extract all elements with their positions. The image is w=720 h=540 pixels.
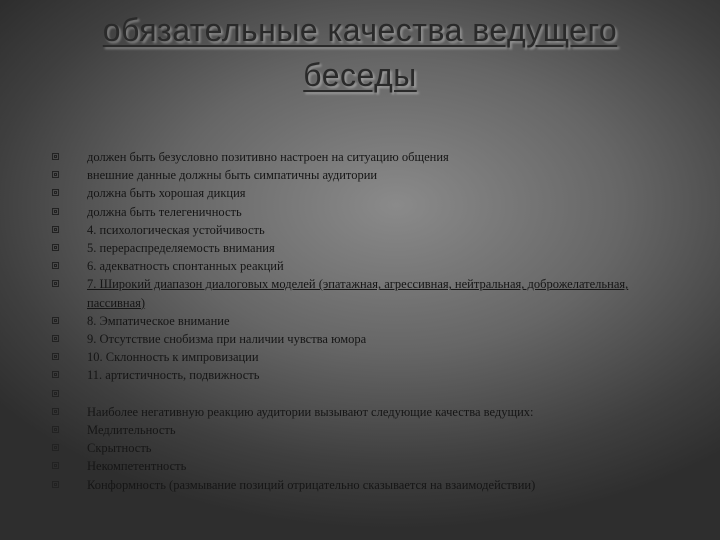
list-item <box>52 184 672 202</box>
list-item <box>52 348 672 366</box>
square-bullet-icon <box>52 153 59 160</box>
list-item-text: 9. Отсутствие снобизма при наличии чувства юмора <box>87 332 367 347</box>
list-item <box>52 166 672 184</box>
square-bullet-icon <box>52 262 59 269</box>
list-item <box>52 275 672 311</box>
list-item-text: 10. Склонность к импровизации <box>87 350 259 365</box>
list-item-text: 8. Эмпатическое внимание <box>87 313 230 328</box>
list-item-text: Конформность (размывание позиций отрицательно сказывается на взаимодействии) <box>87 477 536 492</box>
list-item-text: 11. артистичность, подвижность <box>87 368 260 383</box>
list-item-text: Наиболее негативную реакцию аудитории вызывают следующие качества ведущих: <box>87 404 534 419</box>
list-item-text: должен быть безусловно позитивно настроен на ситуацию общения <box>87 150 449 164</box>
list-item <box>52 457 672 475</box>
square-bullet-icon <box>52 371 59 378</box>
list-item <box>52 476 672 494</box>
list-item-text: Скрытность <box>87 441 152 456</box>
title-line-2 <box>0 53 720 98</box>
list-item <box>52 221 672 239</box>
list-item <box>52 385 672 403</box>
list-item <box>52 439 672 457</box>
square-bullet-icon <box>52 462 59 469</box>
title-text-1: обязательные качества ведущего <box>102 12 618 48</box>
square-bullet-icon <box>52 189 59 196</box>
list-item <box>52 421 672 439</box>
list-item-text: 6. адекватность спонтанных реакций <box>87 259 284 274</box>
bullet-list <box>52 148 672 494</box>
list-item-text: должна быть телегеничность <box>87 204 242 219</box>
list-item-text: должна быть хорошая дикция <box>87 186 246 201</box>
square-bullet-icon <box>52 353 59 360</box>
square-bullet-icon <box>52 408 59 415</box>
square-bullet-icon <box>52 226 59 233</box>
list-item <box>52 203 672 221</box>
list-item <box>52 312 672 330</box>
list-item <box>52 330 672 348</box>
square-bullet-icon <box>52 280 59 287</box>
square-bullet-icon <box>52 335 59 342</box>
list-item-text: 5. перераспределяемость внимания <box>87 241 275 256</box>
title-line-1 <box>0 8 720 53</box>
list-item <box>52 366 672 384</box>
square-bullet-icon <box>52 444 59 451</box>
square-bullet-icon <box>52 390 59 397</box>
square-bullet-icon <box>52 208 59 215</box>
title-text-2: беседы <box>303 57 417 93</box>
square-bullet-icon <box>52 426 59 433</box>
list-item <box>52 403 672 421</box>
square-bullet-icon <box>52 244 59 251</box>
slide-title <box>0 8 720 98</box>
square-bullet-icon <box>52 171 59 178</box>
square-bullet-icon <box>52 481 59 488</box>
list-item <box>52 148 672 166</box>
list-item <box>52 239 672 257</box>
square-bullet-icon <box>52 317 59 324</box>
list-item-text: Медлительность <box>87 423 176 438</box>
list-item-text: 4. психологическая устойчивость <box>87 222 265 237</box>
list-item-text: Некомпетентность <box>87 459 187 474</box>
list-item-text: 7. Широкий диапазон диалоговых моделей (эпатажная, агрессивная, нейтральная, доброжелательная, пассивная) <box>87 277 629 310</box>
list-item-text: внешние данные должны быть симпатичны аудитории <box>87 168 378 183</box>
list-item <box>52 257 672 275</box>
